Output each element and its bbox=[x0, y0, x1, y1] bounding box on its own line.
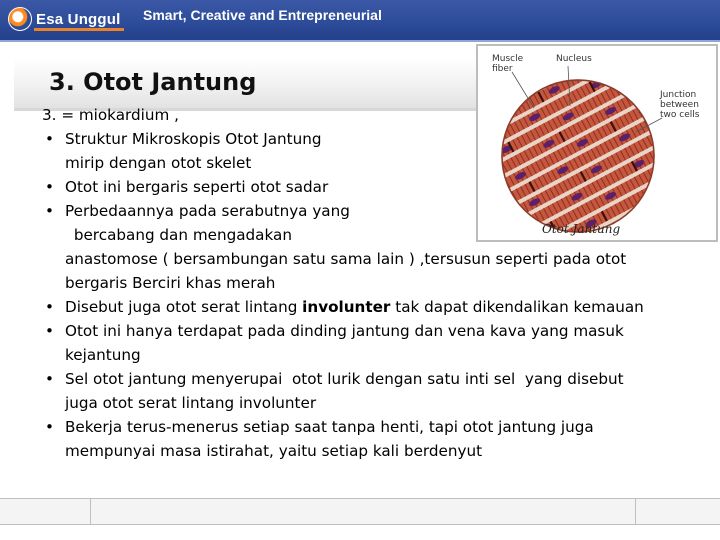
striation-line bbox=[683, 151, 688, 161]
logo-underline bbox=[34, 28, 124, 31]
bullet-glyph: • bbox=[45, 130, 54, 148]
bullet-item-6 bbox=[42, 367, 682, 415]
striation-line bbox=[658, 62, 663, 72]
striation-line bbox=[694, 162, 699, 172]
logo-text: Esa Unggul bbox=[36, 10, 121, 28]
tagline: Smart, Creative and Entrepreneurial bbox=[143, 7, 382, 23]
striation-line bbox=[514, 88, 519, 98]
striation-line bbox=[628, 79, 633, 89]
striation-line bbox=[692, 146, 697, 156]
striation-line bbox=[632, 76, 637, 86]
striation-line bbox=[616, 68, 621, 78]
striation-line bbox=[583, 69, 588, 79]
striation-line bbox=[702, 175, 707, 185]
striation-line bbox=[523, 84, 528, 94]
intro-line: 3. = miokardium , bbox=[42, 106, 179, 124]
striation-line bbox=[540, 74, 545, 84]
bullet-item-7 bbox=[42, 415, 682, 463]
bullet-line: Otot ini bergaris seperti otot sadar bbox=[65, 178, 329, 196]
striation-line bbox=[686, 167, 691, 177]
striation-line bbox=[651, 49, 656, 59]
striation-line bbox=[652, 83, 657, 93]
bullet-text-post: tak dapat dikendalikan kemauan bbox=[390, 298, 644, 316]
striation-line bbox=[645, 69, 650, 79]
bullet-line: Sel otot jantung menyerupai otot lurik dengan satu inti sel yang disebut bbox=[65, 370, 624, 388]
striation-line bbox=[708, 155, 713, 165]
striation-line bbox=[536, 77, 541, 87]
striation-line bbox=[598, 46, 603, 53]
striation-line bbox=[593, 46, 598, 56]
striation-line bbox=[641, 72, 646, 82]
striation-line bbox=[639, 90, 644, 100]
cell-nucleus bbox=[609, 52, 622, 63]
bullet-line: Perbedaannya pada serabutnya yang bbox=[65, 202, 350, 220]
bullet-line: bergaris Berciri khas merah bbox=[65, 274, 276, 292]
footer-bar bbox=[0, 499, 720, 524]
bullet-text-pre: Disebut juga otot serat lintang bbox=[65, 298, 303, 316]
striation-line bbox=[706, 173, 711, 183]
bullet-item-2 bbox=[42, 175, 682, 199]
label-junction-line2: between bbox=[660, 100, 699, 110]
striation-line bbox=[549, 69, 554, 79]
bullet-glyph: • bbox=[45, 370, 54, 388]
bullet-line: bercabang dan mengadakan bbox=[69, 226, 292, 244]
striation-line bbox=[635, 46, 640, 50]
striation-line bbox=[505, 93, 510, 103]
logo-mark-icon bbox=[8, 7, 32, 31]
striation-line bbox=[635, 92, 640, 102]
bullet-line: anastomose ( bersambungan satu sama lain ) ,tersusun seperti pada otot bbox=[65, 250, 627, 268]
header-divider bbox=[0, 40, 720, 42]
striation-line bbox=[620, 65, 625, 75]
striation-line bbox=[687, 149, 692, 159]
label-junction-line1: Junction bbox=[660, 90, 697, 100]
label-muscle-fiber bbox=[492, 54, 523, 74]
striation-line bbox=[618, 50, 623, 60]
striation-line bbox=[558, 65, 563, 75]
bullet-text-bold: involunter bbox=[302, 298, 391, 316]
bullet-line: kejantung bbox=[65, 346, 141, 364]
footer-rule-bottom bbox=[0, 524, 720, 525]
striation-line bbox=[527, 81, 532, 91]
bullet-line: Struktur Mikroskopis Otot Jantung bbox=[65, 130, 322, 148]
striation-line bbox=[603, 75, 608, 85]
striation-line bbox=[685, 133, 690, 143]
striation-line bbox=[701, 142, 706, 152]
striation-line bbox=[629, 61, 634, 71]
striation-line bbox=[509, 91, 514, 101]
striation-line bbox=[600, 59, 605, 69]
striation-line bbox=[703, 157, 708, 167]
striation-line bbox=[689, 131, 694, 141]
striation-line bbox=[631, 46, 636, 53]
label-junction-line3: two cells bbox=[660, 110, 700, 120]
striation-line bbox=[613, 52, 618, 62]
striation-line bbox=[699, 160, 704, 170]
striation-line bbox=[643, 87, 648, 97]
striation-line bbox=[625, 63, 630, 73]
striation-line bbox=[596, 62, 601, 72]
striation-line bbox=[623, 81, 628, 91]
bullet-glyph: • bbox=[45, 322, 54, 340]
label-muscle-line2: fiber bbox=[492, 64, 513, 74]
bullet-item-5 bbox=[42, 319, 682, 367]
striation-line bbox=[690, 164, 695, 174]
striation-line bbox=[657, 80, 662, 90]
header-banner bbox=[0, 0, 720, 40]
striation-line bbox=[591, 64, 596, 74]
striation-line bbox=[627, 46, 632, 55]
striation-line bbox=[693, 180, 698, 190]
striation-line bbox=[545, 72, 550, 82]
striation-line bbox=[643, 54, 648, 64]
striation-line bbox=[606, 46, 611, 49]
striation-line bbox=[647, 51, 652, 61]
bullet-line: juga otot serat lintang involunter bbox=[65, 394, 317, 412]
bullet-line: mempunyai masa istirahat, yaitu setiap kali berdenyut bbox=[65, 442, 483, 460]
cell-nucleus bbox=[623, 78, 636, 89]
bullet-item-3 bbox=[42, 199, 682, 295]
figure-caption: Otot Jantung bbox=[542, 222, 621, 236]
striation-line bbox=[710, 171, 715, 181]
striation-line bbox=[634, 58, 639, 68]
striation-line bbox=[665, 76, 670, 86]
striation-line bbox=[602, 46, 607, 51]
striation-line bbox=[587, 66, 592, 76]
bullet-item-4 bbox=[42, 295, 682, 319]
bullet-glyph: • bbox=[45, 418, 54, 436]
striation-line bbox=[688, 182, 693, 192]
striation-line bbox=[694, 128, 699, 138]
striation-line bbox=[715, 168, 716, 178]
striation-line bbox=[622, 48, 627, 58]
bullet-glyph: • bbox=[45, 202, 54, 220]
striation-line bbox=[605, 57, 610, 67]
bullet-line: mirip dengan otot skelet bbox=[65, 154, 252, 172]
striation-line bbox=[607, 73, 612, 83]
striation-line bbox=[696, 144, 701, 154]
striation-line bbox=[661, 78, 666, 88]
slide-body bbox=[42, 103, 682, 463]
striation-line bbox=[609, 55, 614, 65]
label-nucleus: Nucleus bbox=[556, 54, 592, 64]
bullet-glyph: • bbox=[45, 298, 54, 316]
striation-line bbox=[553, 67, 558, 77]
bullet-line: Otot ini hanya terdapat pada dinding jantung dan vena kava yang masuk bbox=[65, 322, 624, 340]
striation-line bbox=[650, 67, 655, 77]
striation-line bbox=[697, 178, 702, 188]
striation-line bbox=[684, 185, 689, 195]
striation-line bbox=[654, 65, 659, 75]
slide-title: 3. Otot Jantung bbox=[49, 68, 257, 96]
striation-line bbox=[648, 85, 653, 95]
bullet-item-1 bbox=[42, 127, 682, 175]
striation-line bbox=[636, 74, 641, 84]
footer-divider-left bbox=[90, 499, 91, 525]
label-muscle-line1: Muscle bbox=[492, 54, 524, 64]
striation-line bbox=[518, 86, 523, 96]
footer-rule-top bbox=[0, 498, 720, 499]
striation-line bbox=[612, 70, 617, 80]
bullet-line bbox=[65, 295, 682, 319]
striation-line bbox=[531, 79, 536, 89]
striation-line bbox=[640, 46, 645, 48]
striation-line bbox=[638, 56, 643, 66]
footer-divider-right bbox=[635, 499, 636, 525]
bullet-line: Bekerja terus-menerus setiap saat tanpa henti, tapi otot jantung juga bbox=[65, 418, 594, 436]
bullet-glyph: • bbox=[45, 178, 54, 196]
